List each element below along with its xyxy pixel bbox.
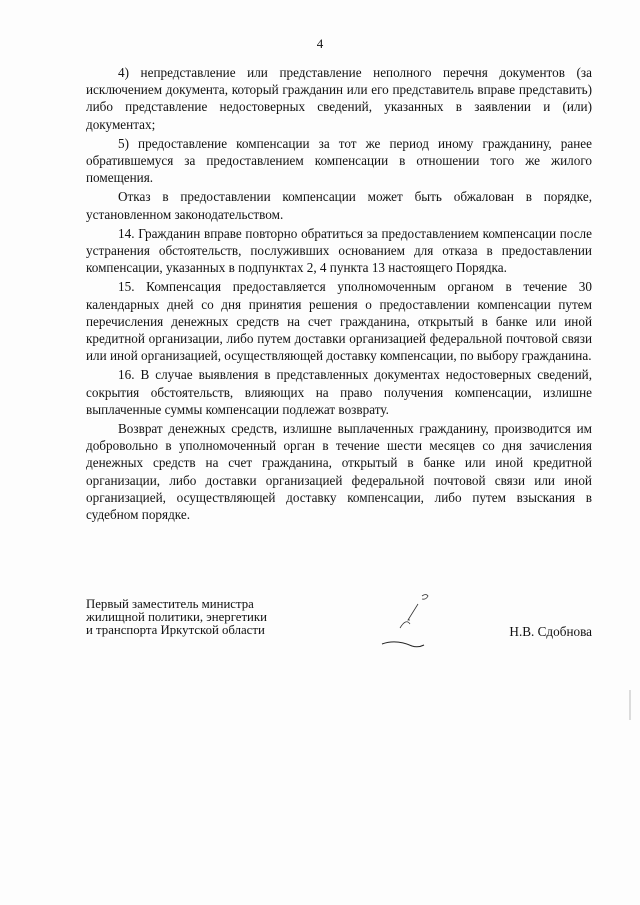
scan-edge-mark [628,690,632,720]
signatory-name: Н.В. Сдобнова [509,624,592,639]
paragraph-refusal-appeal: Отказ в предоставлении компенсации может быть обжалован в порядке, установленном законодательством. [86,189,592,222]
paragraph-14: 14. Гражданин вправе повторно обратиться за предоставлением компенсации после устранения обстоятельств, послуживших основанием для отказа в предоставлении компенсации, указанных в подпунктах 2, 4 пункта 13 настоящего Порядка. [86,225,592,276]
paragraph-15: 15. Компенсация предоставляется уполномоченным органом в течение 30 календарных дней со дня принятия решения о предоставлении компенсации путем перечисления денежных средств на счет гражданина, открытый в банке или иной кредитной организации, либо путем доставки организацией федеральной почтовой связи или иной организацией, осуществляющей доставку компенсации, по выбору гражданина. [86,279,592,364]
signatory-title-line: жилищной политики, энергетики [86,610,267,624]
paragraph-item-4: 4) непредставление или представление неполного перечня документов (за исключением документа, который гражданин или его представитель вправе представить) либо представление недостоверных сведений, указанных в заявлении и (или) документах; [86,65,592,132]
document-body [86,64,592,525]
signatory-title-line: и транспорта Иркутской области [86,623,265,637]
signatory-title [86,598,306,637]
paragraph-16: 16. В случае выявления в представленных документах недостоверных сведений, сокрытия обстоятельств, влияющих на право получения компенсации, излишне выплаченные суммы компенсации подлежат возврату. [86,367,592,417]
signature-block [86,598,592,668]
signatory-title-line: Первый заместитель министра [86,597,254,611]
paragraph-refund: Возврат денежных средств, излишне выплаченных гражданину, производится им добровольно в уполномоченный орган в течение шести месяцев со дня зачисления денежных средств на счет гражданина, открытый в банке или иной кредитной организации, либо доставки организацией федеральной почтовой связи или иной организацией, осуществляющей доставку компенсации, либо путем взыскания в судебном порядке. [86,421,592,523]
paragraph-item-5: 5) предоставление компенсации за тот же период иному гражданину, ранее обратившемуся за предоставлением компенсации в отношении того же жилого помещения. [86,135,592,186]
handwritten-signature [378,590,438,654]
page-number: 4 [316,36,324,51]
